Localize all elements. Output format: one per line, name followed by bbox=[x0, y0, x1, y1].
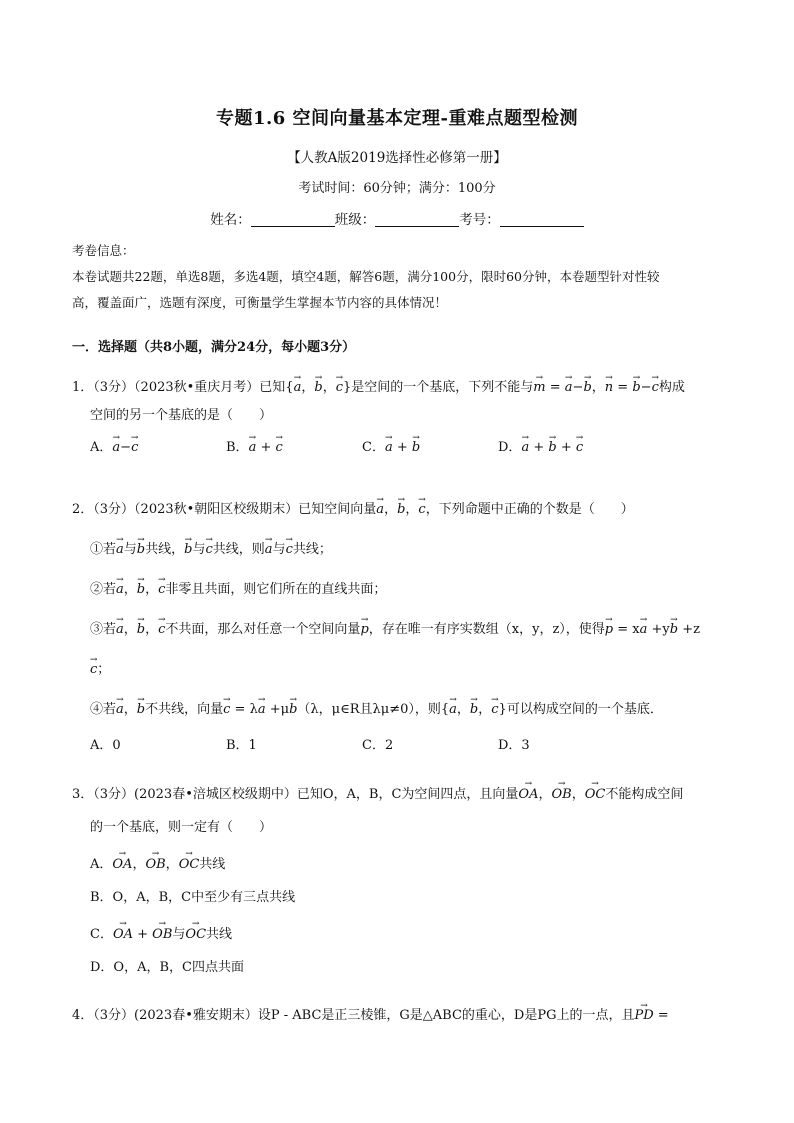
q3-option-a[interactable]: A．→ OA，→ OB，→ OC共线 bbox=[72, 844, 734, 881]
q1-option-c[interactable]: C．→ a + → b bbox=[362, 430, 498, 462]
notes-line-2: 高，覆盖面广，选题有深度，可衡量学生掌握本节内容的具体情况！ bbox=[72, 295, 448, 310]
q2-statement-1: ①若→ a与→ b共线，→ b与→ c共线，则→ a与→ c共线； bbox=[72, 528, 734, 568]
question-4: 4．（3分）(2023春•雅安期末）设P - ABC是正三棱锥，G是△ABC的重心，D是PG上的一点，且→ PD = bbox=[72, 998, 734, 1030]
q2-line-1: 2．（3分）（2023秋•朝阳区校级期末）已知空间向量→ a，→ b，→ c，下列命题中正确的个数是（ ） bbox=[72, 488, 734, 528]
student-info-row bbox=[0, 208, 794, 228]
q2-option-b[interactable]: B．1 bbox=[226, 738, 257, 753]
q2-option-d[interactable]: D．3 bbox=[498, 738, 530, 753]
question-2 bbox=[72, 488, 734, 764]
q3-option-c[interactable]: C．→ OA + → OB与→ OC共线 bbox=[72, 914, 734, 951]
q1-options bbox=[72, 430, 734, 462]
id-label: 考号： bbox=[459, 212, 500, 228]
q2-statement-2: ②若→ a，→ b，→ c非零且共面，则它们所在的直线共面； bbox=[72, 568, 734, 608]
q2-option-a[interactable]: A．0 bbox=[90, 738, 121, 753]
q3-line-2: 的一个基底，则一定有（ ） bbox=[90, 820, 273, 835]
q2-statement-3-cont: → c； bbox=[72, 648, 734, 688]
q1-option-d[interactable]: D．→ a + → b + → c bbox=[498, 430, 634, 462]
exam-notes bbox=[72, 238, 722, 316]
q3-option-d[interactable]: D．O，A，B，C四点共面 bbox=[90, 960, 244, 975]
section-heading: 一．选择题（共8小题，满分24分，每小题3分） bbox=[72, 340, 356, 355]
class-blank[interactable] bbox=[375, 212, 459, 227]
vector-a: → a bbox=[294, 370, 302, 402]
q1-option-b[interactable]: B．→ a + → c bbox=[226, 430, 362, 462]
q3-option-b[interactable]: B．O，A，B，C中至少有三点共线 bbox=[90, 890, 296, 905]
q1-option-a[interactable]: A．→ a−→ c bbox=[90, 430, 226, 462]
q2-statement-3: ③若→ a，→ b，→ c不共面，那么对任意一个空间向量→ p，存在唯一有序实数组（x，y，z），使得→ p = x→ a +y→ b +z bbox=[72, 608, 734, 648]
q1-line-1: 1．（3分）（2023秋•重庆月考）已知{→ a，→ b，→ c}是空间的一个基底，下列不能与→ m = → a−→ b，→ n = → b−→ c构成 bbox=[72, 370, 734, 402]
q1-line-2: 空间的另一个基底的是（ ） bbox=[90, 408, 273, 423]
question-1 bbox=[72, 370, 734, 462]
q2-options bbox=[72, 728, 734, 764]
question-3 bbox=[72, 774, 734, 984]
notes-line-1: 本卷试题共22题，单选8题，多选4题，填空4题，解答6题，满分100分，限时60分钟，本卷题型针对性较 bbox=[72, 269, 660, 284]
q3-line-1: 3．（3分）(2023春•涪城区校级期中）已知O，A，B，C为空间四点，且向量→ OA，→ OB，→ OC不能构成空间 bbox=[72, 774, 734, 811]
exam-info: 考试时间：60分钟；满分：100分 bbox=[298, 181, 496, 196]
name-blank[interactable] bbox=[251, 212, 335, 227]
page-title: 专题1.6 空间向量基本定理-重难点题型检测 bbox=[215, 108, 579, 129]
id-blank[interactable] bbox=[500, 212, 584, 227]
notes-label: 考卷信息： bbox=[72, 243, 135, 258]
class-label: 班级： bbox=[334, 212, 376, 228]
q2-statement-4: ④若→ a，→ b不共线，向量→ c = λ→ a +μ→ b（λ，μ∈R且λμ≠0），则{→ a，→ b，→ c}可以构成空间的一个基底． bbox=[72, 688, 734, 728]
q2-option-c[interactable]: C．2 bbox=[362, 738, 394, 753]
page-subtitle: 【人教A版2019选择性必修第一册】 bbox=[287, 150, 507, 166]
name-label: 姓名： bbox=[210, 212, 251, 228]
